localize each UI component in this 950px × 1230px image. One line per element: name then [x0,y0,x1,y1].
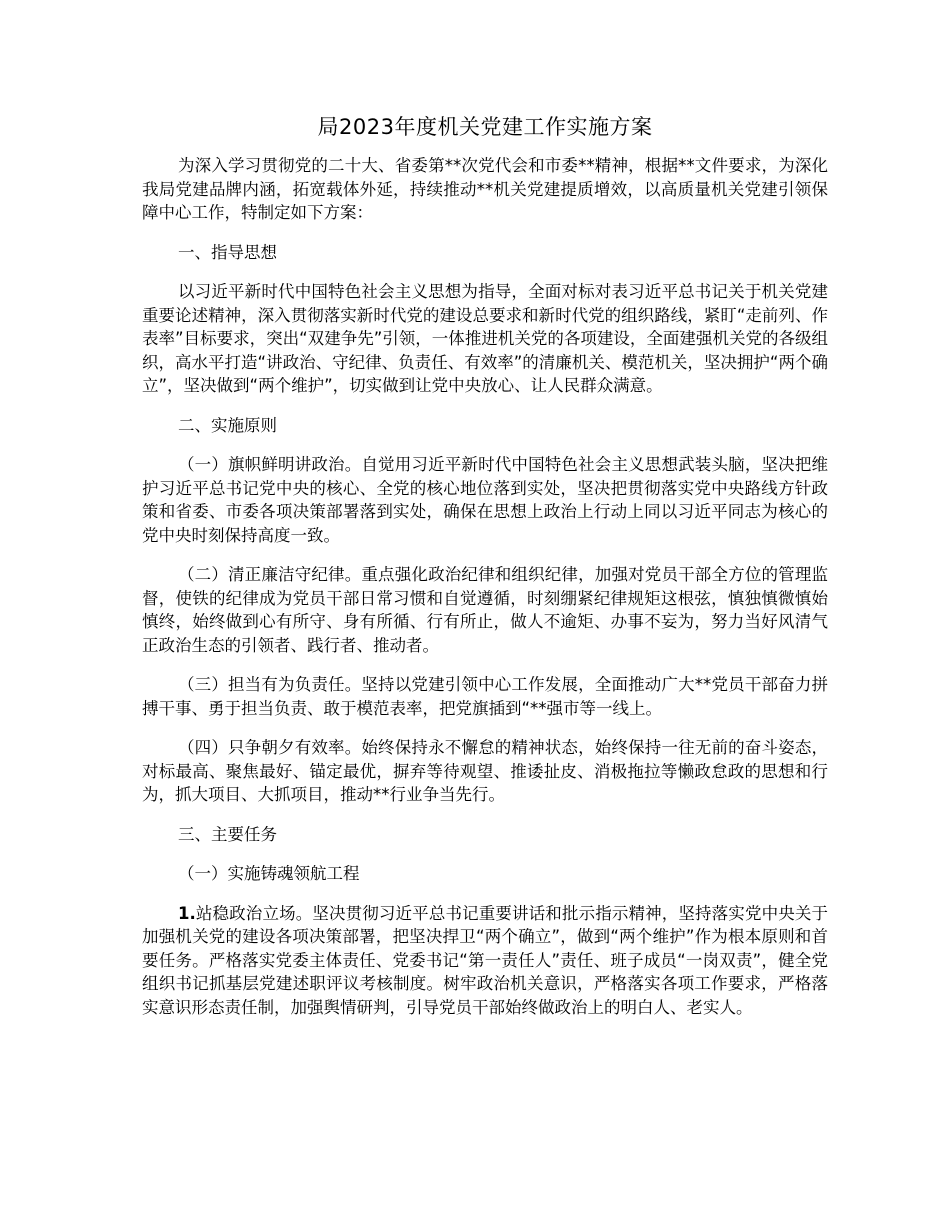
document-page [142,112,828,1035]
document-title: 局2023年度机关党建工作实施方案 [317,115,653,139]
guiding-ideology-paragraph: 以习近平新时代中国特色社会主义思想为指导，全面对标对表习近平总书记关于机关党建重要论述精神，深入贯彻落实新时代党的建设总要求和新时代党的组织路线，紧盯“走前列、作表率”目标要求，突出“双建争先”引领，一体推进机关党的各项建设，全面建强机关党的各级组织，高水平打造“讲政治、守纪律、负责任、有效率”的清廉机关、模范机关，坚决拥护“两个确立”，坚决做到“两个维护”，切实做到让党中央放心、让人民群众满意。 [142,282,828,395]
principle-paragraph-1: （一）旗帜鲜明讲政治。自觉用习近平新时代中国特色社会主义思想武装头脑，坚决把维护习近平总书记党中央的核心、全党的核心地位落到实处，坚决把贯彻落实党中央路线方针政策和省委、市委各项决策部署落到实处，确保在思想上政治上行动上同以习近平同志为核心的党中央时刻保持高度一致。 [142,455,828,545]
principle-paragraph-3: （三）担当有为负责任。坚持以党建引领中心工作发展，全面推动广大**党员干部奋力拼搏干事、勇于担当负责、敢于模范表率，把党旗插到“**强市等一线上。 [142,675,828,718]
task-body: 站稳政治立场。坚决贯彻习近平总书记重要讲话和批示指示精神，坚持落实党中央关于加强机关党的建设各项决策部署，把坚决捍卫“两个确立”，做到“两个维护”作为根本原则和首要任务。严格落实党委主体责任、党委书记“第一责任人”责任、班子成员“一岗双责”，健全党组织书记抓基层党建述职评议考核制度。树牢政治机关意识，严格落实各项工作要求，严格落实意识形态责任制，加强舆情研判，引导党员干部始终做政治上的明白人、老实人。 [142,903,828,1017]
section-heading-guiding-ideology: 一、指导思想 [178,242,277,262]
task-number: 1. [178,903,196,923]
section-heading-principles: 二、实施原则 [178,415,277,435]
principle-paragraph-4: （四）只争朝夕有效率。始终保持永不懈怠的精神状态，始终保持一往无前的奋斗姿态，对标最高、聚焦最好、锚定最优，摒弃等待观望、推诿扯皮、消极拖拉等懒政怠政的思想和行为，抓大项目、大抓项目，推动**行业争当先行。 [142,738,828,804]
subheading-soul-project: （一）实施铸魂领航工程 [178,864,360,883]
principle-paragraph-2: （二）清正廉洁守纪律。重点强化政治纪律和组织纪律，加强对党员干部全方位的管理监督，使铁的纪律成为党员干部日常习惯和自觉遵循，时刻绷紧纪律规矩这根弦，慎独慎微慎始慎终，始终做到心有所守、身有所循、行有所止，做人不逾矩、办事不妄为，努力当好风清气正政治生态的引领者、践行者、推动者。 [142,565,828,655]
task-paragraph-1 [142,902,828,1020]
section-heading-main-tasks: 三、主要任务 [178,824,277,844]
intro-paragraph: 为深入学习贯彻党的二十大、省委第**次党代会和市委**精神，根据**文件要求，为深化我局党建品牌内涵，拓宽载体外延，持续推动**机关党建提质增效，以高质量机关党建引领保障中心工作，特制定如下方案： [142,156,828,222]
